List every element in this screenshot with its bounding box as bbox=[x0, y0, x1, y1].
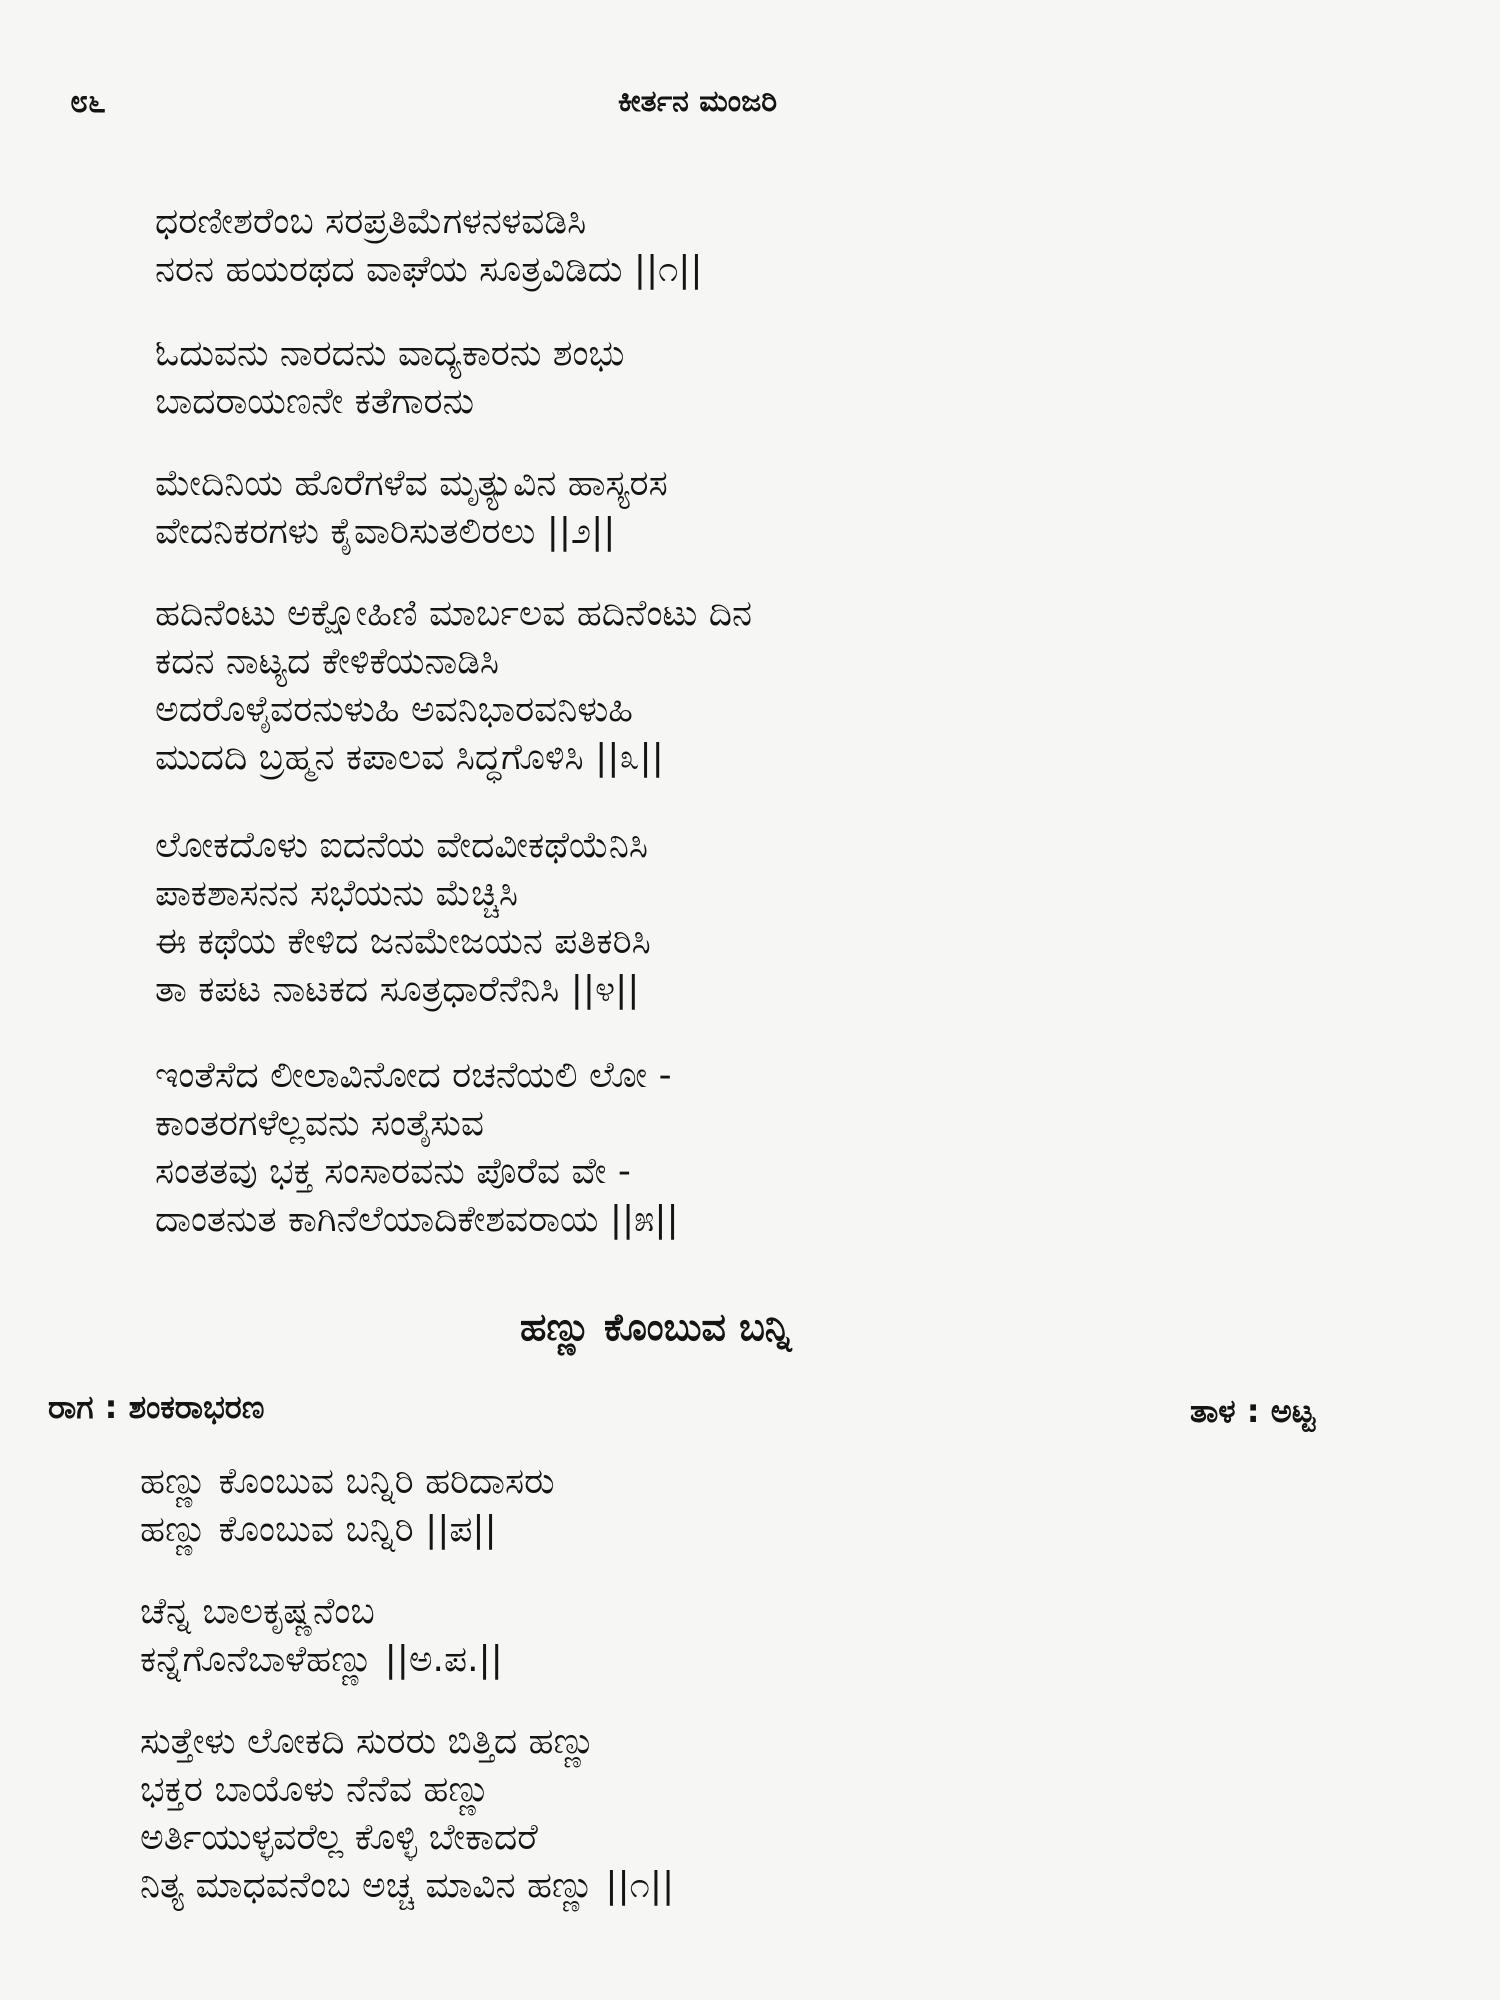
verse-line: ಲೋಕದೊಳು ಐದನೆಯ ವೇದವೀಕಥೆಯೆನಿಸಿ bbox=[155, 825, 649, 866]
verse-line: ಈ ಕಥೆಯ ಕೇಳಿದ ಜನಮೇಜಯನ ಪತಿಕರಿಸಿ bbox=[155, 921, 651, 962]
song-title: ಹಣ್ಣು ಕೊಂಬುವ ಬನ್ನಿ bbox=[520, 1305, 792, 1349]
verse-line: ಮೇದಿನಿಯ ಹೊರೆಗಳೆವ ಮೃತ್ಯುವಿನ ಹಾಸ್ಯರಸ bbox=[155, 463, 668, 504]
stanza-5 bbox=[155, 822, 1255, 1014]
song-pallavi bbox=[140, 1458, 1240, 1554]
verse-line: ದಾಂತನುತ ಕಾಗಿನೆಲೆಯಾದಿಕೇಶವರಾಯ ||೫|| bbox=[155, 1199, 679, 1240]
verse-line: ಚೆನ್ನ ಬಾಲಕೃಷ್ಣನೆಂಬ bbox=[140, 1591, 375, 1632]
song-anupallavi bbox=[140, 1588, 1240, 1684]
verse-line: ಹಣ್ಣು ಕೊಂಬುವ ಬನ್ನಿರಿ ಹರಿದಾಸರು bbox=[140, 1461, 555, 1502]
verse-line: ವೇದನಿಕರಗಳು ಕೈವಾರಿಸುತಲಿರಲು ||೨|| bbox=[155, 511, 616, 552]
song-stanza-1 bbox=[140, 1718, 1240, 1910]
verse-line: ಹದಿನೆಂಟು ಅಕ್ಷೋಹಿಣಿ ಮಾರ್ಬಲವ ಹದಿನೆಂಟು ದಿನ bbox=[155, 593, 753, 634]
verse-line: ಪಾಕಶಾಸನನ ಸಭೆಯನು ಮೆಚ್ಚಿಸಿ bbox=[155, 873, 519, 914]
verse-line: ಅದರೊಳೈವರನುಳುಹಿ ಅವನಿಭಾರವನಿಳುಹಿ bbox=[155, 689, 634, 730]
stanza-1 bbox=[155, 198, 1255, 294]
verse-line: ಅರ್ತಿಯುಳ್ಳವರೆಲ್ಲ ಕೊಳ್ಳಿ ಬೇಕಾದರೆ bbox=[140, 1817, 538, 1858]
stanza-3 bbox=[155, 460, 1255, 556]
verse-line: ಬಾದರಾಯಣನೇ ಕತೆಗಾರನು bbox=[155, 381, 475, 422]
verse-line: ಸುತ್ತೇಳು ಲೋಕದಿ ಸುರರು ಬಿತ್ತಿದ ಹಣ್ಣು bbox=[140, 1721, 596, 1762]
verse-line: ಧರಣೀಶರೆಂಬ ಸರಪ್ರತಿಮೆಗಳನಳವಡಿಸಿ bbox=[155, 201, 587, 242]
verse-line: ಕಾಂತರಗಳೆಲ್ಲವನು ಸಂತೈಸುವ bbox=[155, 1103, 484, 1144]
verse-line: ಇಂತೆಸೆದ ಲೀಲಾವಿನೋದ ರಚನೆಯಲಿ ಲೋ - bbox=[155, 1055, 672, 1096]
verse-line: ಸಂತತವು ಭಕ್ತ ಸಂಸಾರವನು ಪೊರೆವ ವೇ - bbox=[155, 1151, 631, 1192]
verse-line: ಓದುವನು ನಾರದನು ವಾದ್ಯಕಾರನು ಶಂಭು bbox=[155, 333, 625, 374]
verse-line: ನಿತ್ಯ ಮಾಧವನೆಂಬ ಅಚ್ಚ ಮಾವಿನ ಹಣ್ಣು ||೧|| bbox=[140, 1865, 675, 1906]
verse-line: ಮುದದಿ ಬ್ರಹ್ಮನ ಕಪಾಲವ ಸಿದ್ಧಗೊಳಿಸಿ ||೩|| bbox=[155, 737, 664, 778]
stanza-4 bbox=[155, 590, 1255, 782]
raga-label: ರಾಗ : ಶಂಕರಾಭರಣ bbox=[48, 1388, 265, 1426]
running-title: ಕೀರ್ತನ ಮಂಜರಿ bbox=[618, 84, 778, 119]
verse-line: ಭಕ್ತರ ಬಾಯೊಳು ನೆನೆವ ಹಣ್ಣು bbox=[140, 1769, 491, 1810]
verse-line: ಕನ್ನೆಗೊನೆಬಾಳೆಹಣ್ಣು ||ಅ.ಪ.|| bbox=[140, 1639, 503, 1680]
page-number: ೮೬ bbox=[70, 82, 106, 120]
verse-line: ನರನ ಹಯರಥದ ವಾಘೆಯ ಸೂತ್ರವಿಡಿದು ||೧|| bbox=[155, 249, 703, 290]
verse-line: ಹಣ್ಣು ಕೊಂಬುವ ಬನ್ನಿರಿ ||ಪ|| bbox=[140, 1509, 497, 1550]
stanza-6 bbox=[155, 1052, 1255, 1244]
stanza-2 bbox=[155, 330, 1255, 426]
tala-label: ತಾಳ : ಅಟ್ಟ bbox=[1190, 1392, 1315, 1430]
verse-line: ಕದನ ನಾಟ್ಯದ ಕೇಳಿಕೆಯನಾಡಿಸಿ bbox=[155, 641, 500, 682]
verse-line: ತಾ ಕಪಟ ನಾಟಕದ ಸೂತ್ರಧಾರೆನೆನಿಸಿ ||೪|| bbox=[155, 969, 640, 1010]
